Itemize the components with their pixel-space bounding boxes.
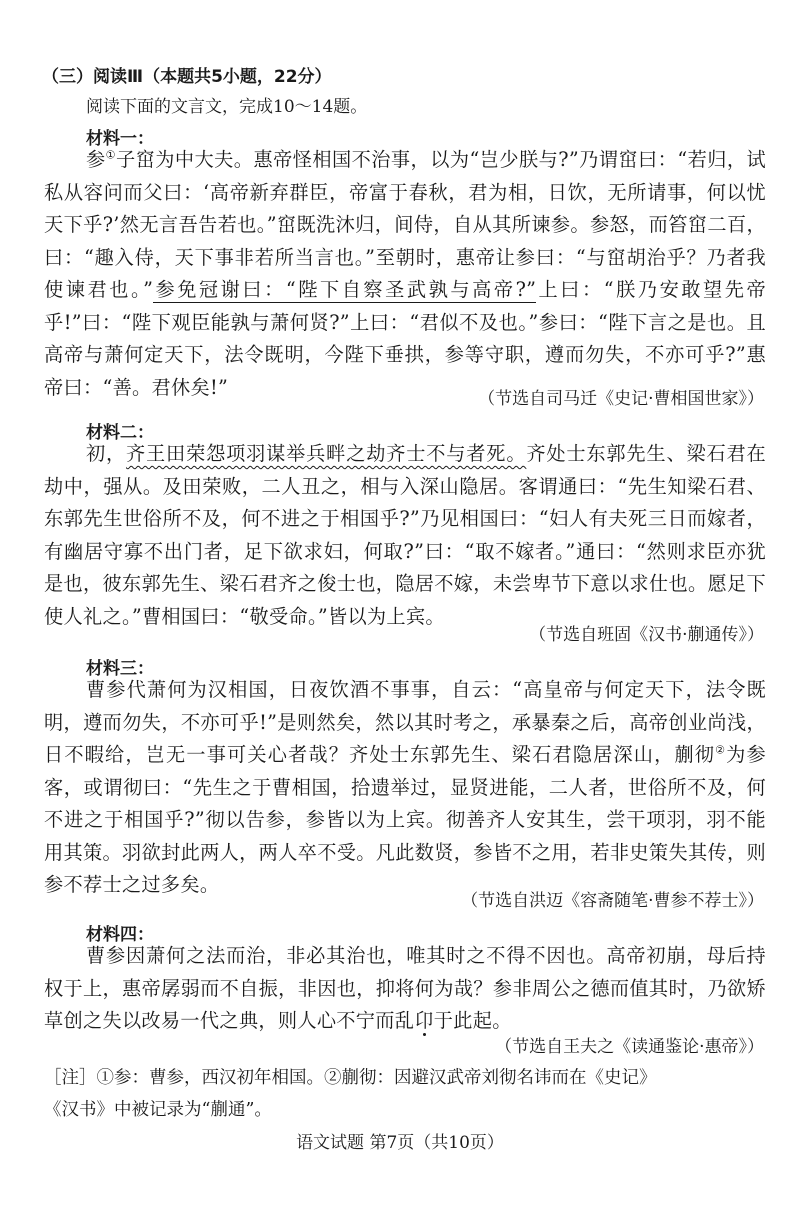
dotted-character: 卬 [414,1009,434,1032]
material-1-label: 材料一： [86,129,154,149]
material-3-label: 材料三： [86,659,154,679]
material-4-label: 材料四： [86,925,154,945]
material-1-text: 参①子窋为中大夫。惠帝怪相国不治事，以为“岂少朕与?”乃谓窋曰：“若归，试私从容问而父曰：‘高帝新弃群臣，帝富于春秋，君为相，日饮，无所请事，何以忧天下乎?’然无言吾告若也。”窋既洗沐归，间侍，自从其所谏参。参怒，而笞窋二百，曰：“趣入侍，天下事非若所当言也。”至朝时，惠帝让参曰：“与窋胡治乎？乃者我使谏君也。”参免冠谢曰：“陛下自察圣武孰与高帝?”上曰：“朕乃安敢望先帝乎!”曰：“陛下观臣能孰与萧何贤?”上曰：“君似不及也。”参曰：“陛下言之是也。且高帝与萧何定天下，法令既明，今陛下垂拱，参等守职，遵而勿失，不亦可乎?”惠帝曰：“善。君休矣!” [44,148,767,399]
material-4-source: （节选自王夫之《读通鉴论·惠帝》） [495,1037,764,1057]
footnote-1-mark: ① [105,148,116,162]
annotation-note: ［注］①参：曹参，西汉初年相国。②蒯彻：因避汉武帝刘彻名讳而在《史记》 《汉书》中被记录为“蒯通”。 [44,1068,657,1120]
material-2-label: 材料二： [86,423,154,443]
material-2-text: 初，齐王田荣怨项羽谋举兵畔之劫齐士不与者死。齐处士东郭先生、梁石君在劫中，强从。及田荣败，二人丑之，相与入深山隐居。客谓通曰：“先生知梁石君、东郭先生世俗所不及，何不进之于相国乎?”乃见相国曰：“妇人有夫死三日而嫁者，有幽居守寡不出门者，足下欲求妇，何取?”曰：“取不嫁者。”通曰：“然则求臣亦犹是也，彼东郭先生、梁石君齐之俊士也，隐居不嫁，未尝卑节下意以求仕也。愿足下使人礼之。”曹相国曰：“敬受命。”皆以为上宾。 [44,442,766,628]
section-title: （三）阅读Ⅲ（本题共5小题，22分） [42,67,332,87]
material-3-text: 曹参代萧何为汉相国，日夜饮酒不事事，自云：“高皇帝与何定天下，法令既明，遵而勿失，不亦可乎!”是则然矣，然以其时考之，承暴秦之后，高帝创业尚浅，日不暇给，岂无一事可关心者哉？齐处士东郭先生、梁石君隐居深山，蒯彻②为参客，或谓彻曰：“先生之于曹相国，拾遗举过，显贤进能，二人者，世俗所不及，何不进之于相国乎?”彻以告参，参皆以为上宾。彻善齐人安其生，尝干项羽，羽不能用其策。羽欲封此两人，两人卒不受。凡此数贤，参皆不之用，若非史策失其传，则参不荐士之过多矣。 [44,678,766,896]
page-footer: 语文试题 第7页（共10页） [296,1133,504,1153]
material-3-source: （节选自洪迈《容斋随笔·曹参不荐士》） [461,891,764,911]
material-4-text: 曹参因萧何之法而治，非必其治也，唯其时之不得不因也。高帝初崩，母后持权于上，惠帝孱弱而不自振，非因也，抑将何为哉？参非周公之德而值其时，乃欲矫草创之失以改易一代之典，则人心不宁而乱卬于此起。 [44,944,766,1032]
wavy-underlined-sentence: 齐王田荣怨项羽谋举兵畔之劫齐士不与者死。 [126,442,527,465]
underlined-sentence: 参免冠谢曰：“陛下自察圣武孰与高帝?” [153,278,537,301]
material-2-source: （节选自班固《汉书·蒯通传》） [529,625,764,645]
material-1-source: （节选自司马迁《史记·曹相国世家》） [478,389,764,409]
footnote-2-mark: ② [715,743,727,757]
instruction: 阅读下面的文言文，完成10～14题。 [86,97,368,117]
